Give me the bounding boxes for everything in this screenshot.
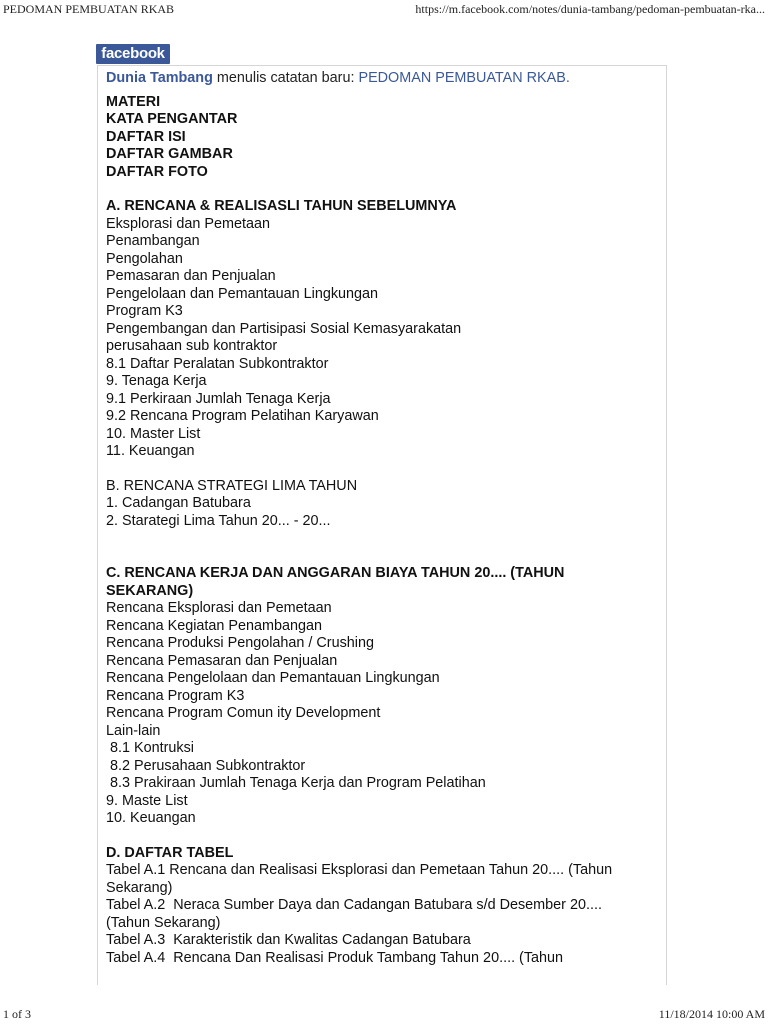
list-item: 8.3 Prakiraan Jumlah Tenaga Kerja dan Program Pelatihan bbox=[106, 775, 486, 791]
facebook-logo[interactable]: facebook bbox=[96, 44, 170, 64]
print-footer bbox=[0, 1004, 768, 1024]
note-title-link[interactable]: PEDOMAN PEMBUATAN RKAB. bbox=[358, 70, 570, 86]
print-header bbox=[0, 0, 768, 18]
list-item: perusahaan sub kontraktor bbox=[106, 338, 278, 354]
spacer bbox=[106, 530, 662, 565]
list-item: 9.1 Perkiraan Jumlah Tenaga Kerja bbox=[106, 390, 331, 407]
list-item: Rencana Pengelolaan dan Pemantauan Lingkungan bbox=[106, 670, 440, 686]
section-b-heading: B. RENCANA STRATEGI LIMA TAHUN bbox=[106, 477, 358, 494]
list-item: Tabel A.2 Neraca Sumber Daya dan Cadangan Batubara s/d Desember 20.... bbox=[106, 897, 602, 913]
list-item: MATERI bbox=[106, 93, 161, 110]
list-item: Rencana Pemasaran dan Penjualan bbox=[106, 652, 338, 669]
byline-action-text: menulis catatan baru: bbox=[212, 70, 359, 86]
section-d-list bbox=[106, 862, 662, 967]
section-c-heading: C. RENCANA KERJA DAN ANGGARAN BIAYA TAHUN 20.... (TAHUN bbox=[106, 565, 565, 581]
list-item: Pengembangan dan Partisipasi Sosial Kemasyarakatan bbox=[106, 320, 462, 337]
author-link[interactable]: Dunia Tambang bbox=[106, 70, 213, 86]
list-item: DAFTAR ISI bbox=[106, 128, 186, 145]
print-datetime: 11/18/2014 10:00 AM bbox=[658, 1007, 765, 1021]
list-item: Sekarang) bbox=[106, 879, 173, 896]
list-item: Rencana Program Comun ity Development bbox=[106, 705, 381, 721]
list-item: 10. Keuangan bbox=[106, 810, 196, 826]
list-item: (Tahun Sekarang) bbox=[106, 914, 221, 931]
list-item: 8.1 Kontruksi bbox=[106, 740, 194, 756]
list-item: DAFTAR FOTO bbox=[106, 163, 208, 180]
list-item: Program K3 bbox=[106, 303, 183, 319]
list-item: Tabel A.3 Karakteristik dan Kwalitas Cadangan Batubara bbox=[106, 932, 471, 948]
section-d-heading: D. DAFTAR TABEL bbox=[106, 844, 234, 861]
list-item: 10. Master List bbox=[106, 425, 201, 442]
list-item: Tabel A.4 Rencana Dan Realisasi Produk Tambang Tahun 20.... (Tahun bbox=[106, 949, 564, 966]
list-item: Tabel A.1 Rencana dan Realisasi Eksplorasi dan Pemetaan Tahun 20.... (Tahun bbox=[106, 862, 613, 878]
list-item: Pengolahan bbox=[106, 250, 183, 267]
list-item: DAFTAR GAMBAR bbox=[106, 146, 233, 162]
section-a-list bbox=[106, 216, 662, 461]
section-b-list bbox=[106, 495, 662, 530]
page-counter: 1 of 3 bbox=[3, 1007, 31, 1021]
list-item: Rencana Produksi Pengolahan / Crushing bbox=[106, 635, 374, 651]
note-byline bbox=[106, 70, 662, 88]
list-item: Rencana Eksplorasi dan Pemetaan bbox=[106, 600, 332, 616]
list-item: Pemasaran dan Penjualan bbox=[106, 268, 276, 284]
spacer bbox=[106, 461, 662, 478]
list-item: Lain-lain bbox=[106, 722, 161, 739]
print-page-title: PEDOMAN PEMBUATAN RKAB bbox=[3, 2, 175, 16]
section-a-heading: A. RENCANA & REALISASLI TAHUN SEBELUMNYA bbox=[106, 198, 457, 214]
print-page-url: https://m.facebook.com/notes/dunia-tambang/pedoman-pembuatan-rka... bbox=[415, 2, 765, 16]
list-item: Penambangan bbox=[106, 233, 200, 249]
list-item: 9. Maste List bbox=[106, 792, 188, 809]
note-content bbox=[106, 70, 662, 967]
list-item: Rencana Program K3 bbox=[106, 687, 245, 704]
list-item: 8.2 Perusahaan Subkontraktor bbox=[106, 757, 306, 774]
section-c-heading-cont: SEKARANG) bbox=[106, 582, 194, 599]
spacer bbox=[106, 828, 662, 845]
list-item: 2. Starategi Lima Tahun 20... - 20... bbox=[106, 512, 331, 529]
list-item: Rencana Kegiatan Penambangan bbox=[106, 617, 323, 634]
list-item: Pengelolaan dan Pemantauan Lingkungan bbox=[106, 285, 379, 302]
list-item: KATA PENGANTAR bbox=[106, 111, 238, 127]
intro-list bbox=[106, 94, 662, 182]
list-item: 11. Keuangan bbox=[106, 443, 195, 459]
spacer bbox=[106, 181, 662, 198]
list-item: 9. Tenaga Kerja bbox=[106, 373, 207, 389]
list-item: Eksplorasi dan Pemetaan bbox=[106, 215, 270, 232]
list-item: 1. Cadangan Batubara bbox=[106, 495, 251, 511]
list-item: 9.2 Rencana Program Pelatihan Karyawan bbox=[106, 408, 379, 424]
list-item: 8.1 Daftar Peralatan Subkontraktor bbox=[106, 355, 329, 372]
section-c-list bbox=[106, 600, 662, 828]
